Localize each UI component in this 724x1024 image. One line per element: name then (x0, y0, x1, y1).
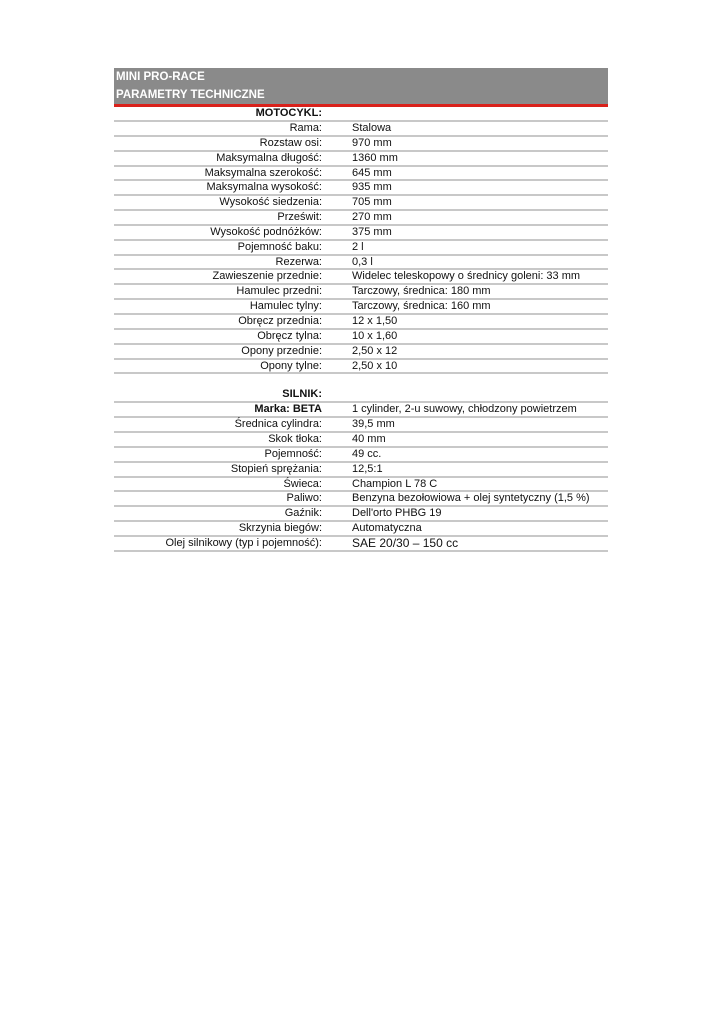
spec-value: 375 mm (352, 225, 392, 238)
spec-row (114, 194, 608, 209)
spec-value: 970 mm (352, 136, 392, 149)
spec-row (114, 283, 608, 298)
spec-label: Prześwit: (277, 211, 322, 224)
spec-label: Rama: (289, 122, 322, 134)
spec-label: Wysokość podnóżków: (210, 225, 322, 238)
spec-label: Stopień sprężania: (230, 462, 322, 475)
spec-label: Pojemność baku: (237, 240, 322, 253)
spec-value: Widelec teleskopowy o średnicy goleni: 33 mm (352, 270, 581, 283)
spec-row (114, 313, 608, 328)
spec-row (114, 476, 608, 491)
spec-table (114, 68, 608, 552)
spec-row (114, 254, 608, 269)
spec-value: 12 x 1,50 (352, 314, 398, 327)
spec-value: 0,3 l (352, 255, 373, 268)
spec-row (114, 298, 608, 313)
model-name: MINI PRO-RACE (116, 71, 205, 83)
spec-value: 1360 mm (352, 151, 398, 164)
spec-value: 12,5:1 (352, 462, 383, 475)
spec-label: Rezerwa: (275, 255, 322, 268)
spec-value: 1 cylinder, 2-u suwowy, chłodzony powietrzem (352, 403, 577, 416)
spec-value: 645 mm (352, 166, 392, 179)
spec-value: 705 mm (352, 196, 392, 209)
spec-row (114, 165, 608, 180)
spec-value: 2,50 x 10 (352, 359, 398, 372)
spec-row (114, 358, 608, 373)
spec-row (114, 209, 608, 224)
spec-value: Tarczowy, średnica: 180 mm (352, 285, 491, 298)
section-title-silnik (114, 388, 608, 401)
spec-label: Hamulec przedni: (236, 285, 322, 298)
spec-value: 10 x 1,60 (352, 329, 398, 342)
spec-row (114, 224, 608, 239)
spec-row (114, 535, 608, 550)
spec-label: Obręcz tylna: (257, 329, 322, 342)
spec-label: Hamulec tylny: (249, 300, 322, 313)
section-label: MOTOCYKL: (255, 107, 322, 119)
spec-row (114, 416, 608, 431)
spec-row (114, 179, 608, 194)
spec-row (114, 343, 608, 358)
spec-value: 2 l (352, 240, 364, 253)
spec-label: Rozstaw osi: (259, 136, 322, 149)
spec-label: Skrzynia biegów: (238, 522, 322, 535)
spec-row (114, 268, 608, 283)
spec-value: 49 cc. (352, 447, 382, 460)
spec-label: Paliwo: (286, 492, 322, 505)
spec-value: SAE 20/30 – 150 cc (352, 535, 459, 550)
spec-row (114, 150, 608, 165)
motocykl-rows (114, 120, 608, 372)
spec-label: Pojemność: (264, 447, 322, 460)
section-title-motocykl (114, 107, 608, 120)
spec-label: Opony tylne: (260, 359, 322, 372)
spec-value: 40 mm (352, 433, 386, 446)
spec-value: Benzyna bezołowiowa + olej syntetyczny (1,5 %) (352, 492, 590, 505)
spec-row (114, 239, 608, 254)
spec-row (114, 520, 608, 535)
spec-label: Wysokość siedzenia: (219, 196, 322, 209)
spec-label: Świeca: (283, 477, 322, 490)
spec-label: Opony przednie: (241, 344, 322, 357)
spec-value: 2,50 x 12 (352, 344, 398, 357)
spec-label: Średnica cylindra: (234, 418, 322, 431)
silnik-rows (114, 401, 608, 549)
spec-value: Automatyczna (352, 522, 422, 535)
section-label: SILNIK: (282, 388, 322, 401)
spec-row (114, 401, 608, 416)
section-gap (114, 374, 608, 388)
spec-row (114, 490, 608, 505)
spec-row (114, 446, 608, 461)
spec-label: Gaźnik: (284, 507, 322, 520)
spec-label: Zawieszenie przednie: (212, 270, 322, 283)
spec-label: Skok tłoka: (268, 433, 322, 446)
spec-row (114, 328, 608, 343)
spec-value: Champion L 78 C (352, 477, 438, 490)
spec-row (114, 431, 608, 446)
spec-label: Maksymalna szerokość: (204, 166, 322, 179)
spec-label: Olej silnikowy (typ i pojemność): (165, 536, 322, 549)
spec-row (114, 120, 608, 135)
spec-label: Maksymalna wysokość: (206, 181, 322, 194)
spec-label: Maksymalna długość: (216, 151, 322, 164)
spec-value: 270 mm (352, 211, 392, 224)
spec-row (114, 135, 608, 150)
spec-row (114, 505, 608, 520)
document-title: PARAMETRY TECHNICZNE (116, 89, 265, 101)
spec-value: 39,5 mm (352, 418, 395, 431)
document-header (114, 68, 608, 107)
spec-label: Marka: BETA (254, 403, 322, 416)
spec-value: Dell'orto PHBG 19 (352, 507, 442, 520)
spec-row (114, 461, 608, 476)
spec-value: Stalowa (352, 122, 392, 134)
spec-label: Obręcz przednia: (238, 314, 322, 327)
spec-value: 935 mm (352, 181, 392, 194)
section-divider (114, 550, 608, 552)
spec-value: Tarczowy, średnica: 160 mm (352, 300, 491, 313)
